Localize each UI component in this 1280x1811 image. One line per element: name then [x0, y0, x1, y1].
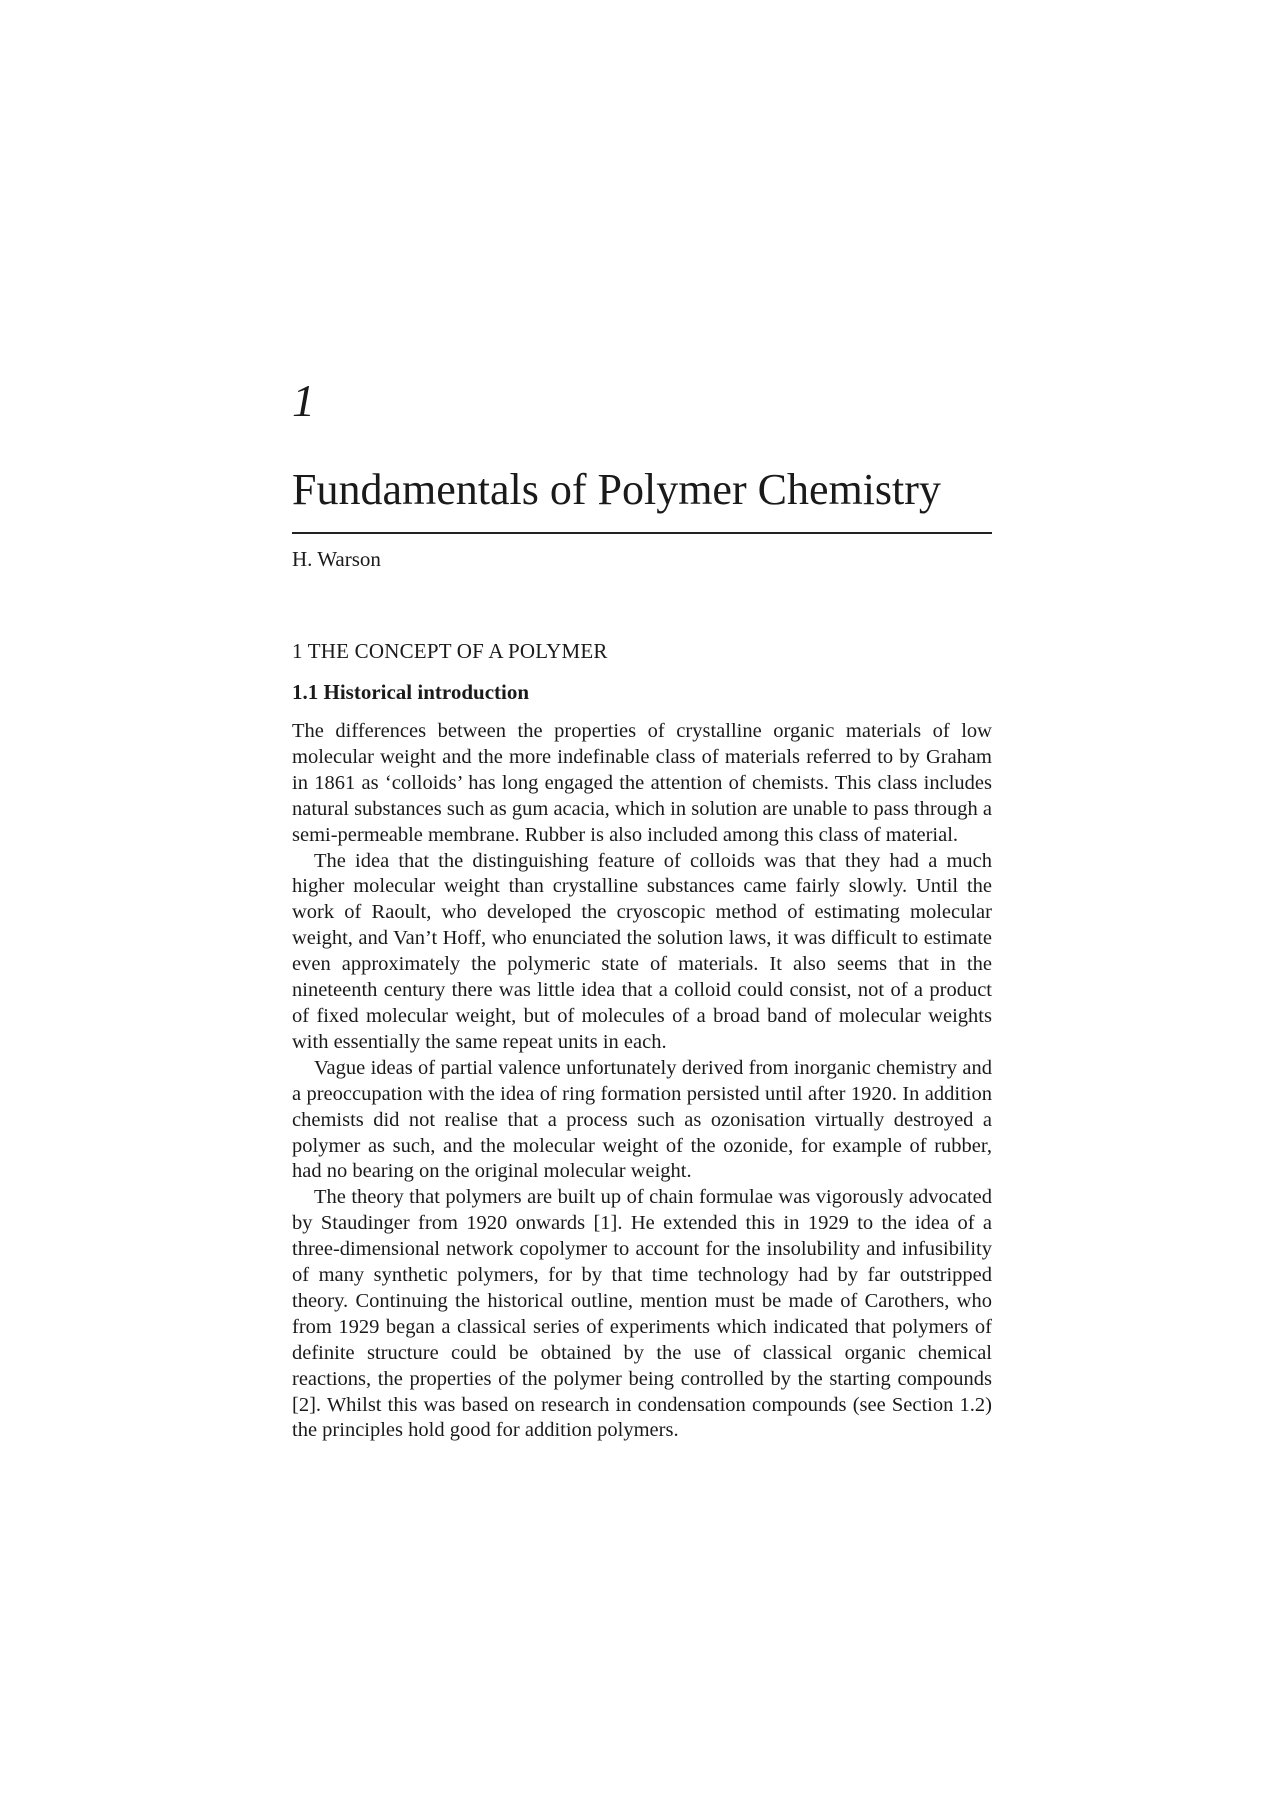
- title-rule: [292, 532, 992, 534]
- paragraph-2: The idea that the distinguishing feature of colloids was that they had a much higher molecular weight than crystalline substances came fairly slowly. Until the work of Raoult, who developed the cryoscopic method of estimating molecular weight, and Van’t Hoff, who enunciated the solution laws, it was difficult to estimate even approximately the polymeric state of materials. It also seems that in the nineteenth century there was little idea that a colloid could consist, not of a product of fixed molecular weight, but of molecules of a broad band of molecular weights with essentially the same repeat units in each.: [292, 849, 992, 1053]
- author-name: H. Warson: [292, 547, 381, 571]
- subsection-heading: 1.1 Historical introduction: [292, 680, 530, 704]
- chapter-number: 1: [292, 375, 315, 426]
- chapter-title: Fundamentals of Polymer Chemistry: [292, 465, 941, 514]
- section-heading: 1 THE CONCEPT OF A POLYMER: [292, 639, 608, 663]
- paragraph-3: Vague ideas of partial valence unfortunately derived from inorganic chemistry and a preoccupation with the idea of ring formation persisted until after 1920. In addition chemists did not realise that a process such as ozonisation virtually destroyed a polymer as such, and the molecular weight of the ozonide, for example of rubber, had no bearing on the original molecular weight.: [292, 1056, 992, 1183]
- paragraph-1: The differences between the properties of crystalline organic materials of low molecular weight and the more indefinable class of materials referred to by Graham in 1861 as ‘colloids’ has long engaged the attention of chemists. This class includes natural substances such as gum acacia, which in solution are unable to pass through a semi-permeable membrane. Rubber is also included among this class of material.: [292, 720, 992, 846]
- paragraph-4: The theory that polymers are built up of chain formulae was vigorously advocated by Staudinger from 1920 onwards [1]. He extended this in 1929 to the idea of a three-dimensional network copolymer to account for the insolubility and infusibility of many synthetic polymers, for by that time technology had by far outstripped theory. Continuing the historical outline, mention must be made of Carothers, who from 1929 began a classical series of experiments which indicated that polymers of definite structure could be obtained by the use of classical organic chemical reactions, the properties of the polymer being controlled by the starting compounds [2]. Whilst this was based on research in condensation compounds (see Section 1.2) the principles hold good for addition polymers.: [292, 1186, 992, 1442]
- body-text: [292, 719, 992, 1444]
